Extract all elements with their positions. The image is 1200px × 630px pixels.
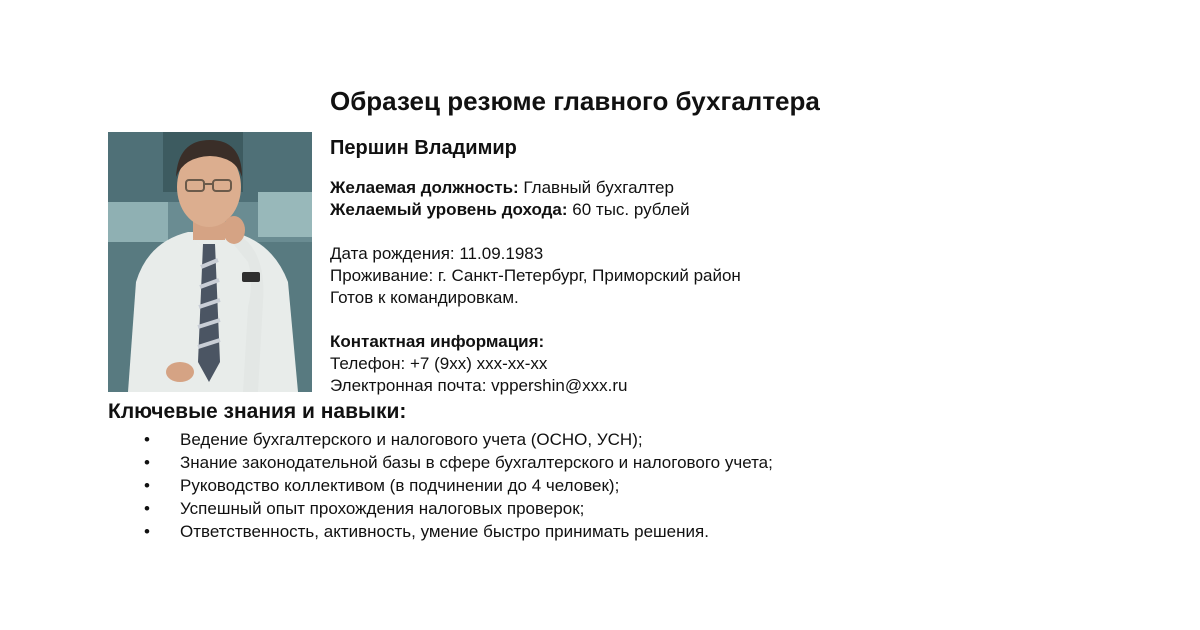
spacer xyxy=(330,221,1030,243)
contacts-heading-text: Контактная информация: xyxy=(330,332,545,351)
person-name: Першин Владимир xyxy=(330,137,517,159)
person-photo-icon xyxy=(108,132,312,392)
bullet-icon: • xyxy=(144,453,150,472)
bullet-icon: • xyxy=(144,430,150,449)
list-item xyxy=(108,451,773,474)
skills-heading: Ключевые знания и навыки: xyxy=(108,400,407,423)
list-item xyxy=(108,520,773,543)
desired-income xyxy=(330,199,1030,221)
document-title: Образец резюме главного бухгалтера xyxy=(330,86,820,116)
skill-text: Руководство коллективом (в подчинении до 4 человек); xyxy=(180,476,620,495)
person-info xyxy=(330,135,1030,397)
person-photo xyxy=(108,132,312,392)
list-item xyxy=(108,428,773,451)
bullet-icon: • xyxy=(144,522,150,541)
travel-readiness: Готов к командировкам. xyxy=(330,288,519,307)
bullet-icon: • xyxy=(144,499,150,518)
list-item xyxy=(108,474,773,497)
desired-position xyxy=(330,177,1030,199)
desired-income-value: 60 тыс. рублей xyxy=(567,200,690,219)
birth-date: Дата рождения: 11.09.1983 xyxy=(330,244,544,263)
skill-text: Успешный опыт прохождения налоговых проверок; xyxy=(180,499,585,518)
skill-text: Ведение бухгалтерского и налогового учета (ОСНО, УСН); xyxy=(180,430,643,449)
contact-phone: Телефон: +7 (9хх) ххх-хх-хх xyxy=(330,354,548,373)
desired-position-value: Главный бухгалтер xyxy=(518,178,674,197)
skill-text: Ответственность, активность, умение быстро принимать решения. xyxy=(180,522,709,541)
contact-email: Электронная почта: vppershin@xxx.ru xyxy=(330,376,628,395)
skills-list xyxy=(108,428,773,543)
skill-text: Знание законодательной базы в сфере бухгалтерского и налогового учета; xyxy=(180,453,773,472)
desired-income-label: Желаемый уровень дохода: xyxy=(330,200,568,219)
desired-position-label: Желаемая должность: xyxy=(330,178,519,197)
spacer xyxy=(330,309,1030,331)
residence: Проживание: г. Санкт-Петербург, Приморский район xyxy=(330,266,741,285)
bullet-icon: • xyxy=(144,476,150,495)
list-item xyxy=(108,497,773,520)
contacts-heading xyxy=(330,331,1030,353)
